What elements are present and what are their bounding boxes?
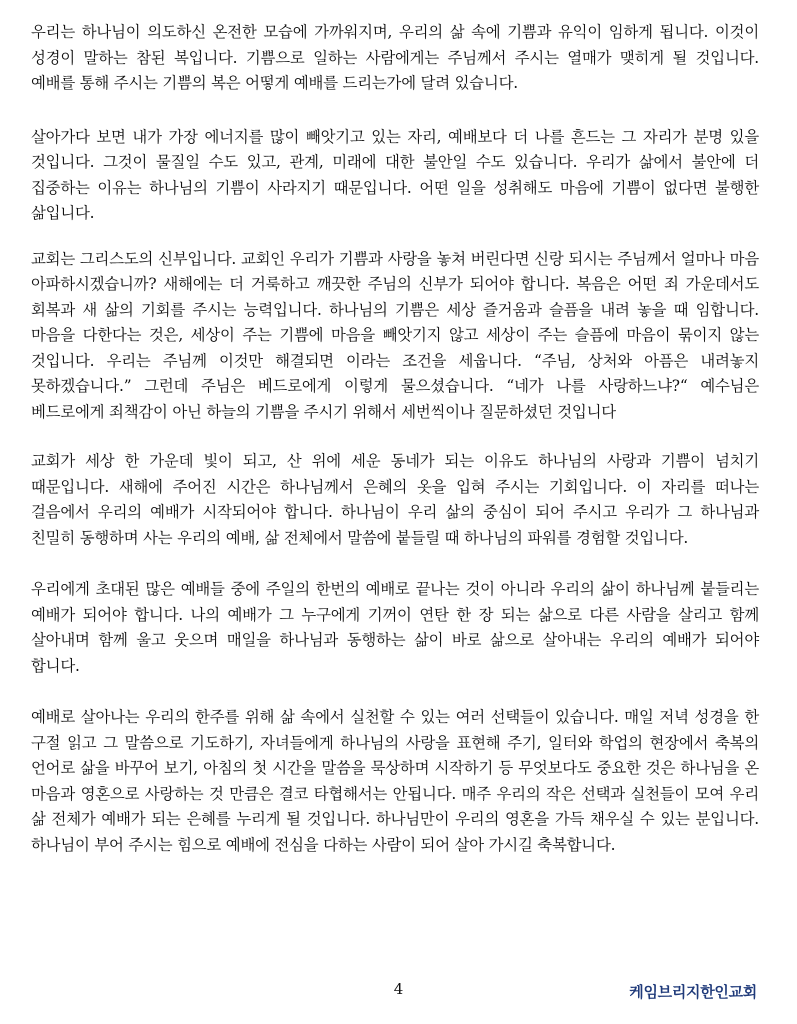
paragraph-6: 예배로 살아나는 우리의 한주를 위해 삶 속에서 실천할 수 있는 여러 선택들이 있습니다. 매일 저녁 성경을 한 구절 읽고 그 말씀으로 기도하기, 자녀들에게 하나님의 사랑을 표현해 주기, 일터와 학업의 현장에서 축복의 언어로 삶을 바꾸어 보기, 아침의 첫 시간을 말씀을 묵상하며 시작하기 등 무엇보다도 중요한 것은 하나님을 온 마음과 영혼으로 사랑하는 것 만큼은 결코 타협해서는 안됩니다. 매주 우리의 작은 선택과 실천들이 모여 우리 삶 전체가 예배가 되는 은혜를 누리게 될 것입니다. 하나님만이 우리의 영혼을 가득 채우실 수 있는 분입니다. 하나님이 부어 주시는 힘으로 예배에 전심을 다하는 사람이 되어 살아 가시길 축복합니다.	[31, 708, 759, 854]
page-number: 4	[393, 980, 404, 998]
paragraph-5: 우리에게 초대된 많은 예배들 중에 주일의 한번의 예배로 끝나는 것이 아니라 우리의 삶이 하나님께 붙들리는 예배가 되어야 합니다. 나의 예배가 그 누구에게 기꺼이 연탄 한 장 되는 삶으로 다른 사람을 살리고 함께 살아내며 함께 울고 웃으며 매일을 하나님과 동행하는 삶이 바로 삶으로 살아내는 우리의 예배가 되어야 합니다.	[31, 580, 759, 675]
paragraph-2: 살아가다 보면 내가 가장 에너지를 많이 빼앗기고 있는 자리, 예배보다 더 나를 흔드는 그 자리가 분명 있을 것입니다. 그것이 물질일 수도 있고, 관계, 미래에 대한 불안일 수도 있습니다. 우리가 삶에서 불안에 더 집중하는 이유는 하나님의 기쁨이 사라지기 때문입니다. 어떤 일을 성취해도 마음에 기쁨이 없다면 불행한 삶입니다.	[31, 127, 759, 222]
paragraph-4: 교회가 세상 한 가운데 빛이 되고, 산 위에 세운 동네가 되는 이유도 하나님의 사랑과 기쁨이 넘치기 때문입니다. 새해에 주어진 시간은 하나님께서 은혜의 옷을 입혀 주시는 기회입니다. 이 자리를 떠나는 걸음에서 우리의 예배가 시작되어야 합니다. 하나님이 우리 삶의 중심이 되어 주시고 우리가 그 하나님과 친밀히 동행하며 사는 우리의 예배, 삶 전체에서 말씀에 붙들릴 때 하나님의 파워를 경험할 것입니다.	[31, 452, 759, 547]
paragraph-3: 교회는 그리스도의 신부입니다. 교회인 우리가 기쁨과 사랑을 놓쳐 버린다면 신랑 되시는 주님께서 얼마나 마음 아파하시겠습니까? 새해에는 더 거룩하고 깨끗한 주님의 신부가 되어야 합니다. 복음은 어떤 죄 가운데서도 회복과 새 삶의 기회를 주시는 능력입니다. 하나님의 기쁨은 세상 즐거움과 슬픔을 내려 놓을 때 임합니다. 마음을 다한다는 것은, 세상이 주는 기쁨에 마음을 빼앗기지 않고 세상이 주는 슬픔에 마음이 묶이지 않는 것입니다. 우리는 주님께 이것만 해결되면 이라는 조건을 세웁니다. “주님, 상처와 아픔은 내려놓지 못하겠습니다.” 그런데 주님은 베드로에게 이렇게 물으셨습니다. “네가 나를 사랑하느냐?“ 예수님은 베드로에게 죄책감이 아닌 하늘의 기쁨을 주시기 위해서 세번씩이나 질문하셨던 것입니다	[31, 249, 759, 421]
paragraph-1: 우리는 하나님이 의도하신 온전한 모습에 가까워지며, 우리의 삶 속에 기쁨과 유익이 임하게 됩니다. 이것이 성경이 말하는 참된 복입니다. 기쁨으로 일하는 사람에게는 주님께서 주시는 열매가 맺히게 될 것입니다. 예배를 통해 주시는 기쁨의 복은 어떻게 예배를 드리는가에 달려 있습니다.	[31, 23, 759, 92]
document-body	[31, 20, 759, 886]
church-name: 케임브리지한인교회	[629, 983, 757, 1001]
